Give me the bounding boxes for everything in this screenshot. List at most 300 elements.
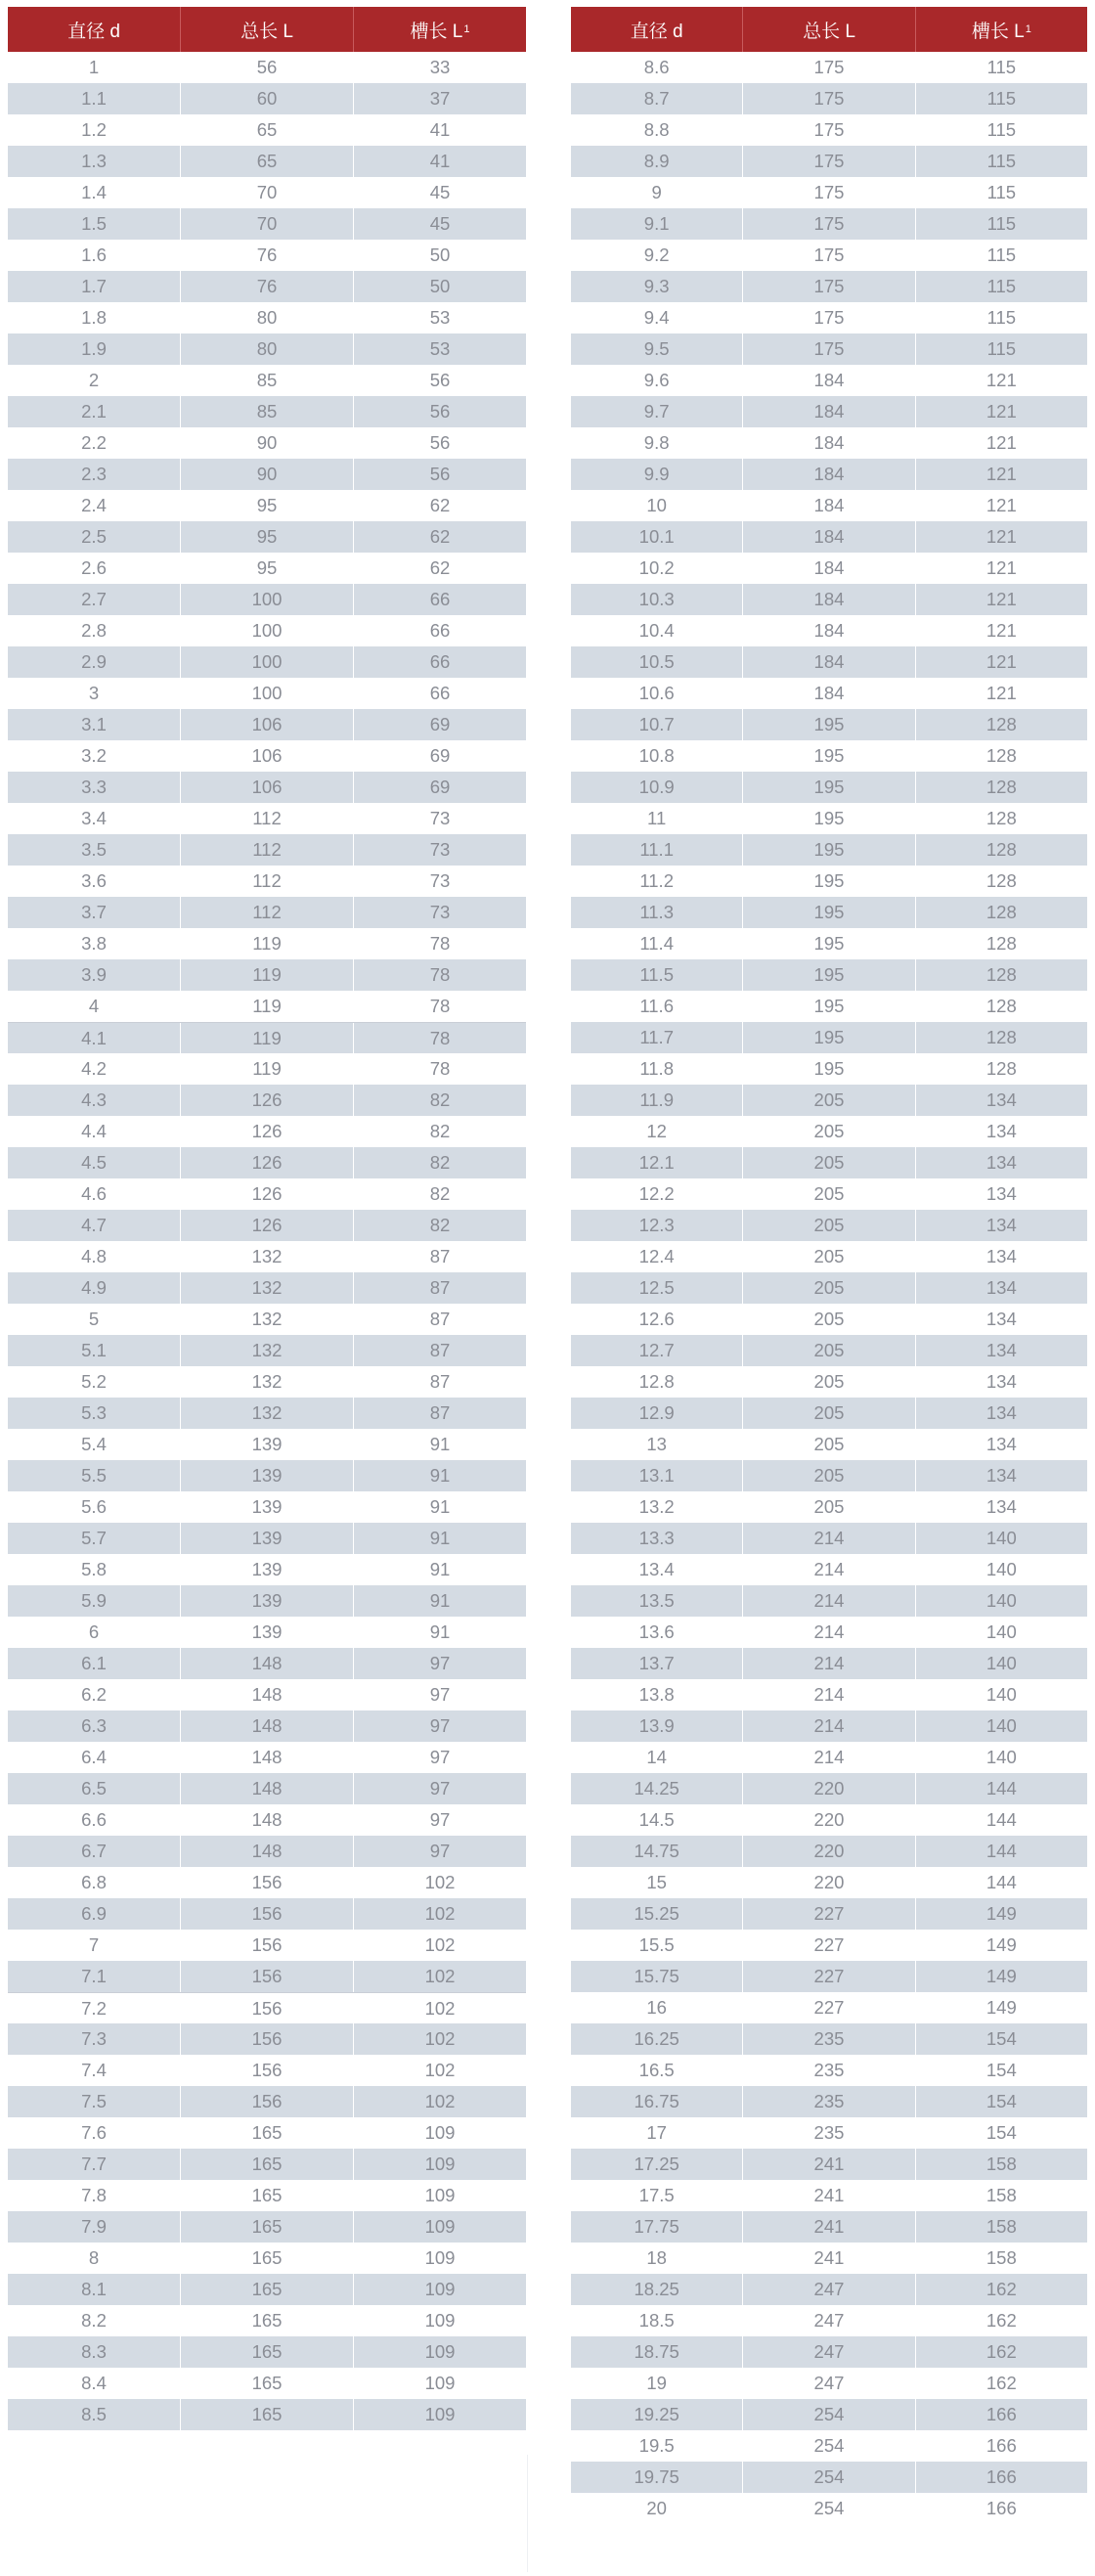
cell-total-length: 184 [743,646,915,678]
cell-total-length: 175 [743,146,915,177]
cell-total-length: 148 [181,1742,354,1773]
table-row [8,1210,526,1241]
cell-diameter: 10.9 [571,772,743,803]
cell-total-length: 175 [743,302,915,333]
cell-flute-length: 162 [986,2373,1017,2393]
cell-flute-length: 91 [429,1590,451,1611]
table-row [571,365,1087,396]
cell-flute-length: 53 [429,307,451,328]
cell-diameter: 13.6 [571,1617,743,1648]
table-row [571,1836,1087,1867]
table-row [8,1554,526,1585]
cell-total-length: 119 [181,959,354,991]
cell-diameter: 3 [8,678,181,709]
cell-flute-length: 73 [429,870,451,891]
cell-total-length: 148 [181,1710,354,1742]
cell-total-length: 100 [181,646,354,678]
cell-total-length: 119 [181,928,354,959]
cell-total-length: 132 [181,1241,354,1272]
cell-diameter: 4.2 [8,1053,181,1085]
cell-diameter: 19 [571,2368,743,2399]
cell-total-length: 165 [181,2117,354,2149]
cell-total-length: 148 [181,1804,354,1836]
cell-total-length: 165 [181,2274,354,2305]
cell-total-length: 139 [181,1460,354,1491]
cell-flute-length: 87 [429,1402,451,1423]
cell-diameter: 11.9 [571,1085,743,1116]
table-row [571,1116,1087,1147]
cell-diameter: 17.25 [571,2149,743,2180]
cell-flute-length: 154 [986,2028,1017,2049]
cell-flute-length: 66 [429,651,451,672]
cell-diameter: 11.4 [571,928,743,959]
cell-diameter: 13.2 [571,1491,743,1523]
cell-diameter: 5 [8,1304,181,1335]
cell-flute-length: 109 [424,2310,456,2331]
table-row [8,1804,526,1836]
cell-flute-length: 115 [986,88,1017,109]
cell-total-length: 175 [743,271,915,302]
cell-diameter: 9.4 [571,302,743,333]
cell-flute-length: 102 [424,2091,456,2111]
cell-flute-length: 56 [429,432,451,453]
table-row [8,991,526,1022]
cell-total-length: 139 [181,1554,354,1585]
cell-diameter: 1.4 [8,177,181,208]
cell-flute-length: 158 [986,2154,1017,2174]
cell-diameter: 4.3 [8,1085,181,1116]
cell-total-length: 175 [743,52,915,83]
cell-flute-length: 109 [424,2341,456,2362]
table-row [8,1335,526,1366]
cell-diameter: 16.75 [571,2086,743,2117]
cell-total-length: 156 [181,1930,354,1961]
cell-total-length: 220 [743,1773,915,1804]
cell-flute-length: 115 [986,213,1017,234]
table-row [571,1867,1087,1898]
cell-flute-length: 134 [986,1371,1017,1392]
cell-total-length: 139 [181,1523,354,1554]
table-row [8,740,526,772]
table-row [8,271,526,302]
table-row [8,584,526,615]
table-row [8,396,526,427]
cell-flute-length: 128 [986,745,1017,766]
table-row [8,615,526,646]
table-row [571,1272,1087,1304]
cell-diameter: 4.8 [8,1241,181,1272]
cell-total-length: 65 [181,114,354,146]
cell-diameter: 19.5 [571,2430,743,2462]
table-row [571,2117,1087,2149]
cell-total-length: 60 [181,83,354,114]
cell-flute-length: 134 [986,1340,1017,1360]
cell-flute-length: 91 [429,1496,451,1517]
table-row [8,1398,526,1429]
table-row [8,803,526,834]
cell-total-length: 195 [743,959,915,991]
cell-flute-length: 102 [424,1903,456,1924]
cell-flute-length: 62 [429,526,451,547]
cell-total-length: 132 [181,1304,354,1335]
cell-diameter: 5.9 [8,1585,181,1617]
table-row [571,2211,1087,2243]
cell-diameter: 5.2 [8,1366,181,1398]
cell-diameter: 13.3 [571,1523,743,1554]
cell-total-length: 235 [743,2055,915,2086]
cell-diameter: 8.7 [571,83,743,114]
cell-total-length: 205 [743,1272,915,1304]
cell-flute-length: 140 [986,1590,1017,1611]
cell-diameter: 4.7 [8,1210,181,1241]
cell-flute-length: 66 [429,683,451,703]
table-row [571,803,1087,834]
cell-diameter: 5.7 [8,1523,181,1554]
cell-diameter: 18.25 [571,2274,743,2305]
cell-diameter: 4.5 [8,1147,181,1178]
table-row [571,866,1087,897]
cell-diameter: 3.8 [8,928,181,959]
cell-diameter: 9.1 [571,208,743,240]
table-row [8,2180,526,2211]
table-row [571,459,1087,490]
table-row [8,1617,526,1648]
cell-flute-length: 121 [986,370,1017,390]
cell-flute-length: 109 [424,2122,456,2143]
table-row [571,2462,1087,2493]
cell-flute-length: 115 [986,276,1017,296]
cell-total-length: 126 [181,1147,354,1178]
cell-total-length: 241 [743,2243,915,2274]
table-row [8,1648,526,1679]
cell-flute-length: 41 [429,119,451,140]
cell-diameter: 7.3 [8,2023,181,2055]
cell-diameter: 4 [8,991,181,1022]
table-row [571,333,1087,365]
cell-flute-length: 134 [986,1465,1017,1486]
cell-diameter: 6.6 [8,1804,181,1836]
cell-total-length: 205 [743,1398,915,1429]
cell-flute-length: 33 [429,57,451,77]
cell-diameter: 6 [8,1617,181,1648]
cell-flute-length: 162 [986,2279,1017,2299]
cell-total-length: 254 [743,2430,915,2462]
cell-diameter: 7.5 [8,2086,181,2117]
cell-flute-length: 158 [986,2247,1017,2268]
cell-flute-length: 109 [424,2247,456,2268]
cell-diameter: 10.3 [571,584,743,615]
table-row [571,772,1087,803]
table-row [571,2493,1087,2524]
cell-diameter: 8.1 [8,2274,181,2305]
cell-flute-length: 162 [986,2310,1017,2331]
cell-total-length: 214 [743,1585,915,1617]
cell-total-length: 205 [743,1366,915,1398]
table-row [571,2180,1087,2211]
table-row [8,521,526,553]
table-row [8,427,526,459]
cell-flute-length: 109 [424,2154,456,2174]
cell-flute-length: 149 [986,1966,1017,1986]
cell-diameter: 2.2 [8,427,181,459]
table-row [571,2243,1087,2274]
cell-total-length: 195 [743,834,915,866]
table-row [571,427,1087,459]
cell-diameter: 13.9 [571,1710,743,1742]
table-row [8,2243,526,2274]
cell-diameter: 18 [571,2243,743,2274]
cell-total-length: 156 [181,1898,354,1930]
table-row [8,1585,526,1617]
table-row [8,1147,526,1178]
cell-total-length: 195 [743,709,915,740]
cell-flute-length: 66 [429,620,451,641]
cell-diameter: 12.2 [571,1178,743,1210]
cell-total-length: 85 [181,396,354,427]
table-row [8,1053,526,1085]
cell-flute-length: 91 [429,1559,451,1579]
cell-diameter: 6.7 [8,1836,181,1867]
cell-total-length: 165 [181,2368,354,2399]
cell-total-length: 65 [181,146,354,177]
right-table-header [571,7,1087,52]
table-row [571,1742,1087,1773]
cell-flute-length: 144 [986,1841,1017,1861]
table-row [571,2274,1087,2305]
cell-total-length: 132 [181,1272,354,1304]
cell-flute-length: 41 [429,151,451,171]
cell-flute-length: 144 [986,1872,1017,1892]
cell-flute-length: 134 [986,1215,1017,1235]
cell-flute-length: 102 [424,2028,456,2049]
cell-total-length: 184 [743,459,915,490]
cell-total-length: 241 [743,2211,915,2243]
cell-total-length: 165 [181,2149,354,2180]
cell-total-length: 175 [743,177,915,208]
table-row [571,1460,1087,1491]
cell-flute-length: 166 [986,2404,1017,2424]
table-row [571,146,1087,177]
cell-total-length: 184 [743,427,915,459]
cell-flute-length: 121 [986,683,1017,703]
table-row [8,1272,526,1304]
cell-total-length: 205 [743,1241,915,1272]
cell-diameter: 3.2 [8,740,181,772]
cell-flute-length: 102 [424,1966,456,1986]
cell-flute-length: 149 [986,1903,1017,1924]
table-row [571,615,1087,646]
cell-diameter: 12 [571,1116,743,1147]
cell-total-length: 235 [743,2086,915,2117]
cell-diameter: 14.5 [571,1804,743,1836]
cell-flute-length: 128 [986,964,1017,985]
cell-total-length: 106 [181,709,354,740]
cell-total-length: 184 [743,396,915,427]
table-row [8,177,526,208]
table-row [571,1022,1087,1053]
cell-flute-length: 140 [986,1684,1017,1705]
table-row [8,772,526,803]
cell-flute-length: 166 [986,2466,1017,2487]
cell-total-length: 205 [743,1147,915,1178]
cell-total-length: 254 [743,2399,915,2430]
table-row [8,240,526,271]
table-row [571,709,1087,740]
cell-diameter: 8.2 [8,2305,181,2336]
table-row [571,646,1087,678]
cell-total-length: 220 [743,1804,915,1836]
cell-total-length: 195 [743,991,915,1022]
cell-diameter: 2.3 [8,459,181,490]
cell-flute-length: 109 [424,2404,456,2424]
table-row [8,834,526,866]
table-row [571,1617,1087,1648]
cell-total-length: 132 [181,1398,354,1429]
cell-diameter: 2 [8,365,181,396]
table-row [8,897,526,928]
cell-total-length: 247 [743,2336,915,2368]
cell-diameter: 2.6 [8,553,181,584]
cell-diameter: 7 [8,1930,181,1961]
table-row [571,1178,1087,1210]
cell-diameter: 7.4 [8,2055,181,2086]
table-row [571,2430,1087,2462]
table-row [571,2055,1087,2086]
cell-diameter: 9.2 [571,240,743,271]
cell-flute-length: 115 [986,338,1017,359]
cell-total-length: 70 [181,208,354,240]
table-row [8,2336,526,2368]
table-row [571,1085,1087,1116]
cell-flute-length: 115 [986,57,1017,77]
table-row [8,2399,526,2430]
cell-diameter: 3.5 [8,834,181,866]
cell-total-length: 227 [743,1930,915,1961]
table-row [571,271,1087,302]
cell-flute-length: 128 [986,808,1017,828]
cell-flute-length: 45 [429,213,451,234]
cell-diameter: 4.9 [8,1272,181,1304]
cell-total-length: 175 [743,333,915,365]
cell-total-length: 139 [181,1585,354,1617]
cell-total-length: 184 [743,553,915,584]
cell-total-length: 132 [181,1335,354,1366]
cell-total-length: 184 [743,584,915,615]
cell-diameter: 6.2 [8,1679,181,1710]
cell-flute-length: 62 [429,557,451,578]
cell-diameter: 6.9 [8,1898,181,1930]
table-row [571,177,1087,208]
cell-total-length: 112 [181,803,354,834]
cell-diameter: 10.4 [571,615,743,646]
cell-total-length: 214 [743,1554,915,1585]
cell-total-length: 165 [181,2243,354,2274]
table-row [571,2023,1087,2055]
table-row [8,2149,526,2180]
cell-total-length: 156 [181,2023,354,2055]
cell-flute-length: 69 [429,777,451,797]
table-row [571,1710,1087,1742]
table-row [8,2023,526,2055]
cell-flute-length: 109 [424,2279,456,2299]
cell-flute-length: 154 [986,2091,1017,2111]
cell-flute-length: 91 [429,1465,451,1486]
cell-total-length: 214 [743,1710,915,1742]
cell-diameter: 3.9 [8,959,181,991]
table-row [8,1241,526,1272]
cell-flute-length: 140 [986,1621,1017,1642]
cell-total-length: 165 [181,2336,354,2368]
cell-diameter: 7.1 [8,1961,181,1992]
cell-total-length: 254 [743,2493,915,2524]
cell-total-length: 195 [743,740,915,772]
header-total-length: 总长 L [181,7,354,52]
cell-total-length: 95 [181,490,354,521]
cell-total-length: 184 [743,490,915,521]
cell-total-length: 184 [743,521,915,553]
table-row [571,302,1087,333]
cell-diameter: 18.5 [571,2305,743,2336]
cell-total-length: 119 [181,991,354,1022]
cell-total-length: 205 [743,1085,915,1116]
table-row [571,1898,1087,1930]
cell-flute-length: 149 [986,1997,1017,2018]
cell-flute-length: 69 [429,745,451,766]
cell-diameter: 6.5 [8,1773,181,1804]
left-table-body [8,52,526,2430]
cell-diameter: 6.3 [8,1710,181,1742]
cell-diameter: 1.7 [8,271,181,302]
cell-total-length: 126 [181,1178,354,1210]
table-row [571,1773,1087,1804]
cell-flute-length: 97 [429,1653,451,1673]
table-row [571,1304,1087,1335]
table-row [8,866,526,897]
cell-flute-length: 109 [424,2373,456,2393]
cell-total-length: 165 [181,2399,354,2430]
table-row [571,1491,1087,1523]
table-row [8,646,526,678]
cell-diameter: 11.2 [571,866,743,897]
cell-flute-length: 115 [986,182,1017,202]
cell-total-length: 195 [743,1053,915,1085]
cell-diameter: 2.8 [8,615,181,646]
table-row [571,1335,1087,1366]
cell-flute-length: 128 [986,996,1017,1016]
table-row [571,2399,1087,2430]
table-row [8,2274,526,2305]
cell-total-length: 205 [743,1335,915,1366]
cell-diameter: 2.1 [8,396,181,427]
cell-total-length: 112 [181,866,354,897]
cell-total-length: 175 [743,83,915,114]
table-row [8,1710,526,1742]
cell-flute-length: 45 [429,182,451,202]
right-table-body [571,52,1087,2524]
cell-flute-length: 78 [429,1027,451,1048]
table-row [571,1147,1087,1178]
cell-total-length: 195 [743,866,915,897]
table-row [8,83,526,114]
table-row [8,1961,526,1992]
cell-diameter: 8.4 [8,2368,181,2399]
cell-diameter: 12.3 [571,1210,743,1241]
cell-total-length: 148 [181,1836,354,1867]
cell-total-length: 184 [743,615,915,646]
table-row [571,83,1087,114]
cell-total-length: 126 [181,1085,354,1116]
table-row [8,333,526,365]
